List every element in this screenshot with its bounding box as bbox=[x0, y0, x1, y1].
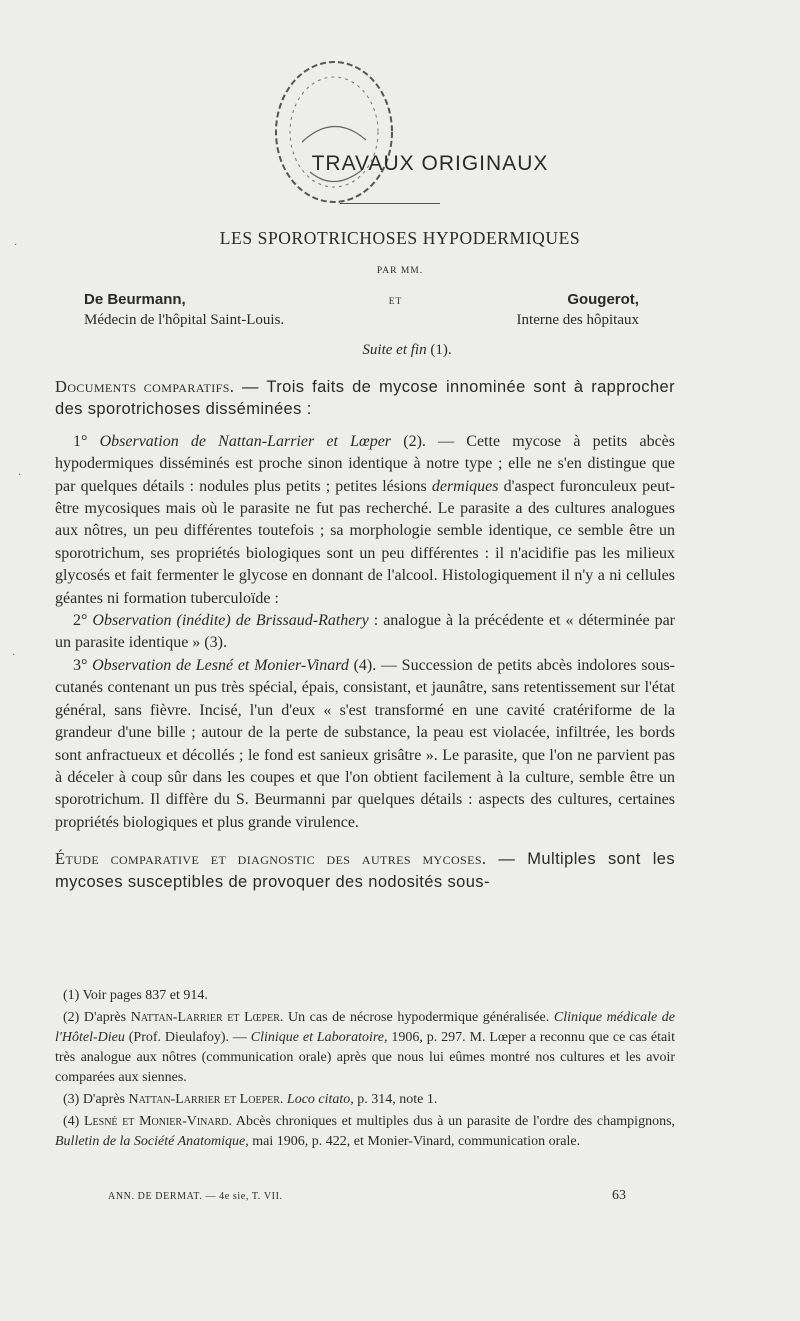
fn2-d: 1906, p. 297. M. Lœper a reconnu que ce cas était très analogue aux nôtres (communication orale) après que nous lui eûmes montré nos cultures et les avoir comparées aux siennes. bbox=[55, 1030, 676, 1085]
observation-1 bbox=[55, 431, 675, 610]
fn3-a: (3) D'après bbox=[63, 1092, 129, 1107]
author-1-role: Médecin de l'hôpital Saint-Louis. bbox=[84, 312, 285, 328]
obs1-title: Observation de Nattan-Larrier et Lœper bbox=[99, 432, 392, 450]
article-title: LES SPOROTRICHOSES HYPODERMIQUES bbox=[219, 228, 581, 248]
author-separator: ET bbox=[388, 297, 403, 307]
fn2-a: (2) D'après bbox=[63, 1010, 131, 1025]
journal-reference: ANN. DE DERMAT. — 4e sie, T. VII. bbox=[108, 1191, 283, 1202]
docs-paragraph bbox=[55, 376, 675, 421]
article-body bbox=[55, 376, 675, 893]
obs1-num: 1° bbox=[73, 432, 100, 450]
docs-heading: Documents comparatifs. bbox=[55, 377, 235, 396]
title-rule bbox=[340, 203, 440, 204]
obs3-title: Observation de Lesné et Monier-Vinard bbox=[92, 656, 349, 674]
obs2-text: : analogue à la précédente et « déterminée par un parasite identique » (3). bbox=[55, 612, 676, 652]
fn2-authors: Nattan-Larrier et Lœper. bbox=[130, 1010, 284, 1025]
fn2-c: (Prof. Dieulafoy). — bbox=[124, 1030, 251, 1045]
etude-text: — Multiples sont les mycoses susceptibles de provoquer des nodosités sous- bbox=[55, 850, 675, 891]
observation-2 bbox=[55, 610, 675, 655]
footnote-2 bbox=[55, 1008, 675, 1088]
author-1-name: De Beurmann, bbox=[84, 291, 186, 308]
footnote-4 bbox=[55, 1112, 675, 1152]
continuation-label: Suite et fin bbox=[362, 342, 427, 358]
fn3-authors: Nattan-Larrier et Loeper. bbox=[128, 1092, 284, 1107]
docs-text: — Trois faits de mycose innominée sont à rapprocher des sporotrichoses disséminées : bbox=[55, 378, 675, 419]
observation-3 bbox=[55, 655, 675, 834]
fn4-b: mai 1906, p. 422, et Monier-Vinard, communication orale. bbox=[248, 1134, 581, 1149]
section-title: TRAVAUX ORIGINAUX bbox=[311, 152, 549, 175]
fn4-a: Abcès chroniques et multiples dus à un parasite de l'ordre des champignons, bbox=[232, 1114, 676, 1129]
page-number: 63 bbox=[612, 1188, 626, 1203]
footnotes bbox=[55, 986, 675, 1154]
obs3-text: (4). — Succession de petits abcès indolores sous-cutanés contenant un pus très spécial, épais, consistant, et jaunâtre, sans retentissement sur l'état général, sans fièvre. Incisé, l'un d'eux « s'est transformé en une cavité cratériforme de la grandeur d'une bille ; autour de la perte de substance, la peau est violacée, infiltrée, les bords sont anfractueux et décollés ; le fond est sanieux grisâtre ». Le parasite, que l'on ne parvient pas à déceler à coup sûr dans les coupes et que l'on obtient facilement à la culture, semble être un sporotrichum. Il diffère du S. Beurmanni par quelques détails : aspects des cultures, certaines propriétés biologiques et plus grande virulence. bbox=[55, 656, 675, 831]
etude-heading: Étude comparative et diagnostic des autres mycoses. bbox=[55, 849, 487, 869]
obs2-num: 2° bbox=[73, 612, 93, 630]
obs1-text-a: (2). — Cette mycose à petits abcès hypodermiques disséminés est proche sinon identique à notre type ; elle ne s'en distingue que par quelques détails : nodules plus petits ; petites lésions bbox=[55, 432, 675, 495]
obs3-num: 3° bbox=[73, 656, 93, 674]
library-stamp bbox=[262, 52, 412, 222]
fn4-journal: Bulletin de la Société Anatomique, bbox=[55, 1134, 249, 1149]
fn2-b: Un cas de nécrose hypodermique généralisée. bbox=[283, 1010, 554, 1025]
authors-block bbox=[84, 291, 639, 333]
footnote-3 bbox=[55, 1090, 675, 1110]
fn3-b: p. 314, note 1. bbox=[353, 1092, 438, 1107]
fn2-source: Clinique médicale de l'Hôtel-Dieu bbox=[55, 1010, 676, 1045]
authors-intro: PAR MM. bbox=[376, 266, 424, 276]
etude-paragraph bbox=[55, 848, 675, 893]
obs2-title: Observation (inédite) de Brissaud-Rathery bbox=[92, 612, 369, 630]
page-footer bbox=[108, 1188, 626, 1204]
margin-mark: · bbox=[14, 240, 18, 251]
fn2-journal: Clinique et Laboratoire, bbox=[250, 1030, 388, 1045]
fn3-ref: Loco citato, bbox=[283, 1092, 354, 1107]
obs1-emphasis: dermiques bbox=[431, 477, 499, 495]
footnote-1: (1) Voir pages 837 et 914. bbox=[63, 988, 208, 1003]
author-2-name: Gougerot, bbox=[567, 291, 639, 308]
author-2-role: Interne des hôpitaux bbox=[516, 312, 639, 328]
fn4-authors: (4) Lesné et Monier-Vinard. bbox=[63, 1114, 233, 1129]
margin-mark: · bbox=[18, 470, 22, 481]
continuation-ref: (1). bbox=[430, 342, 452, 358]
continuation-note bbox=[0, 342, 800, 359]
obs1-text-b: d'aspect furonculeux peut-être mycosiques mais où le parasite ne fut pas recherché. Le parasite a des cultures analogues aux nôtres, un peu différentes toutefois ; sa morphologie semble identique, ce semble être un sporotrichum, ses propriétés biologiques sont un peu différentes : il n'acidifie pas les milieux glycosés et fait fermenter le glycose en donnant de l'alcool. Histologiquement il n'y a ni cellules géantes ni formation tuberculoïde : bbox=[55, 477, 676, 607]
margin-mark: · bbox=[12, 650, 16, 661]
